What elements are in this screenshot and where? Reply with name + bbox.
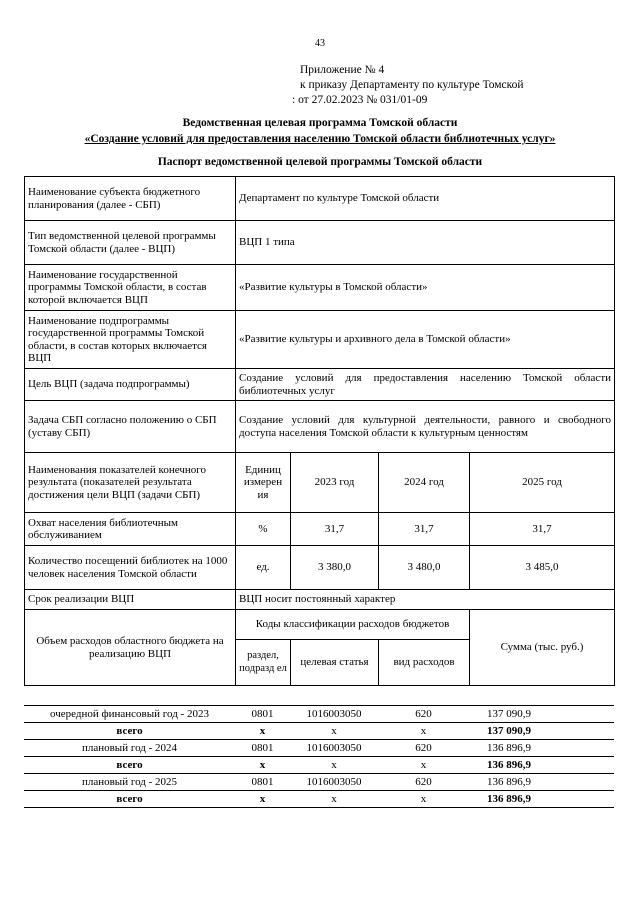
- row-value: Создание условий для культурной деятельности, равного и свободного доступа населения Томской области к культурным ценностям: [236, 401, 615, 453]
- indicator-value: 3 485,0: [470, 546, 615, 590]
- row-value: ВЦП носит постоянный характер: [236, 590, 615, 610]
- row-label: Задача СБП согласно положению о СБП (уставу СБП): [25, 401, 236, 453]
- indicators-header: [25, 453, 615, 513]
- row-term: [25, 590, 615, 610]
- budget-row-sum: 136 896,9: [469, 791, 614, 808]
- row-label: Цель ВЦП (задача подпрограммы): [25, 369, 236, 401]
- budget-row: [24, 757, 614, 774]
- codes-header: Коды классификации расходов бюджетов: [236, 610, 470, 640]
- indicator-label: Охват населения библиотечным обслуживанием: [25, 513, 236, 546]
- row-value: Создание условий для предоставления населению Томской области библиотечных услуг: [236, 369, 615, 401]
- budget-row-section: 0801: [235, 706, 290, 723]
- indicator-unit: ед.: [236, 546, 291, 590]
- budget-row-label: очередной финансовый год - 2023: [24, 706, 235, 723]
- budget-row: [24, 791, 614, 808]
- year-header-2024: 2024 год: [379, 453, 470, 513]
- expenses-header-label: Объем расходов областного бюджета на реализацию ВЦП: [25, 610, 236, 686]
- row-program-type: [25, 221, 615, 265]
- indicator-row: [25, 513, 615, 546]
- program-title: Ведомственная целевая программа Томской области: [182, 117, 458, 129]
- indicator-value: 31,7: [291, 513, 379, 546]
- sum-header: Сумма (тыс. руб.): [470, 610, 615, 686]
- row-label: Наименование государственной программы Томской области, в состав которой включается ВЦП: [25, 265, 236, 311]
- row-label: Наименование подпрограммы государственной программы Томской области, в состав которых включается ВЦП: [25, 311, 236, 369]
- budget-row-target: x: [290, 757, 378, 774]
- row-goal: [25, 369, 615, 401]
- budget-row-kind: x: [378, 723, 469, 740]
- budget-row-kind: x: [378, 757, 469, 774]
- indicator-value: 3 380,0: [291, 546, 379, 590]
- budget-row-sum: 137 090,9: [469, 723, 614, 740]
- budget-row-target: x: [290, 791, 378, 808]
- budget-row-sum: 136 896,9: [469, 757, 614, 774]
- section-header: раздел, подразд ел: [236, 640, 291, 686]
- budget-row-section: 0801: [235, 774, 290, 791]
- budget-row-target: 1016003050: [290, 774, 378, 791]
- kind-header: вид расходов: [379, 640, 470, 686]
- row-task: [25, 401, 615, 453]
- budget-row-label: всего: [24, 791, 235, 808]
- passport-table: [24, 176, 615, 686]
- budget-row: [24, 740, 614, 757]
- budget-row-label: плановый год - 2024: [24, 740, 235, 757]
- appendix-block: [292, 63, 524, 108]
- row-value: Департамент по культуре Томской области: [236, 177, 615, 221]
- budget-row-kind: 620: [378, 740, 469, 757]
- passport-title: Паспорт ведомственной целевой программы Томской области: [157, 156, 483, 168]
- budget-row-target: 1016003050: [290, 740, 378, 757]
- budget-row-label: всего: [24, 757, 235, 774]
- unit-header: Единиц измерен ия: [236, 453, 291, 513]
- indicator-label: Количество посещений библиотек на 1000 человек населения Томской области: [25, 546, 236, 590]
- budget-row-sum: 137 090,9: [469, 706, 614, 723]
- year-header-2023: 2023 год: [291, 453, 379, 513]
- row-subject: [25, 177, 615, 221]
- row-subprogram: [25, 311, 615, 369]
- target-header: целевая статья: [291, 640, 379, 686]
- page-number: 43: [315, 38, 325, 49]
- indicator-value: 3 480,0: [379, 546, 470, 590]
- budget-table: [24, 705, 614, 808]
- indicator-row: [25, 546, 615, 590]
- expenses-header-top: [25, 610, 615, 640]
- budget-row: [24, 723, 614, 740]
- budget-row-kind: 620: [378, 706, 469, 723]
- row-state-program: [25, 265, 615, 311]
- budget-row-section: 0801: [235, 740, 290, 757]
- indicators-header-label: Наименования показателей конечного результата (показателей результата достижения цели ВЦП (задачи СБП): [25, 453, 236, 513]
- budget-row-label: всего: [24, 723, 235, 740]
- row-value: «Развитие культуры и архивного дела в Томской области»: [236, 311, 615, 369]
- budget-row-kind: x: [378, 791, 469, 808]
- row-label: Тип ведомственной целевой программы Томской области (далее - ВЦП): [25, 221, 236, 265]
- budget-row-label: плановый год - 2025: [24, 774, 235, 791]
- budget-row-sum: 136 896,9: [469, 740, 614, 757]
- row-value: «Развитие культуры в Томской области»: [236, 265, 615, 311]
- budget-row-section: x: [235, 791, 290, 808]
- indicator-unit: %: [236, 513, 291, 546]
- budget-row-sum: 136 896,9: [469, 774, 614, 791]
- row-value: ВЦП 1 типа: [236, 221, 615, 265]
- budget-row-target: 1016003050: [290, 706, 378, 723]
- year-header-2025: 2025 год: [470, 453, 615, 513]
- row-label: Срок реализации ВЦП: [25, 590, 236, 610]
- budget-row-section: x: [235, 723, 290, 740]
- appendix-line-3: : от 27.02.2023 № 031/01-09: [292, 94, 428, 106]
- program-name: «Создание условий для предоставления населению Томской области библиотечных услуг»: [84, 133, 556, 145]
- budget-row-target: x: [290, 723, 378, 740]
- budget-row-section: x: [235, 757, 290, 774]
- appendix-line-2: к приказу Департаменту по культуре Томской: [300, 79, 524, 91]
- appendix-line-1: Приложение № 4: [300, 64, 385, 76]
- indicator-value: 31,7: [379, 513, 470, 546]
- indicator-value: 31,7: [470, 513, 615, 546]
- budget-row-kind: 620: [378, 774, 469, 791]
- budget-row: [24, 706, 614, 723]
- budget-row: [24, 774, 614, 791]
- row-label: Наименование субъекта бюджетного планирования (далее - СБП): [25, 177, 236, 221]
